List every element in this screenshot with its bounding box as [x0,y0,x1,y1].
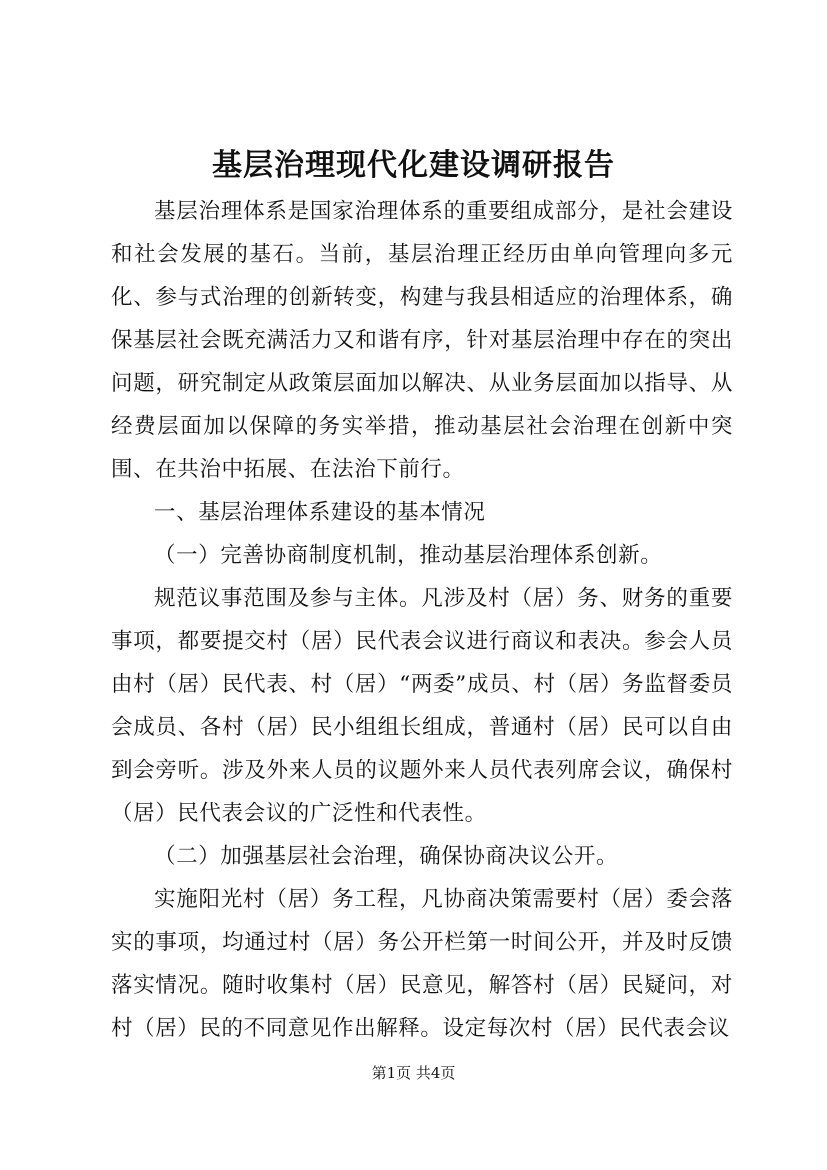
page-number-footer: 第1页 共4页 [371,1064,456,1082]
document-title: 基层治理现代化建设调研报告 [212,148,615,183]
intro-paragraph: 基层治理体系是国家治理体系的重要组成部分，是社会建设和社会发展的基石。当前，基层治理正经历由单向管理向多元化、参与式治理的创新转变，构建与我县相适应的治理体系，确保基层社会既充满活力又和谐有序，针对基层治理中存在的突出问题，研究制定从政策层面加以解决、从业务层面加以指导、从经费层面加以保障的务实举措，推动基层社会治理在创新中突围、在共治中拓展、在法治下前行。 [111,199,733,482]
subsection-heading-1: （一）完善协商制度机制，推动基层治理体系创新。 [154,543,663,568]
section-heading-1: 一、基层治理体系建设的基本情况 [154,500,486,525]
subsection-heading-2: （二）加强基层社会治理，确保协商决议公开。 [154,844,619,869]
document-body [111,190,733,1050]
body-paragraph-scope: 规范议事范围及参与主体。凡涉及村（居）务、财务的重要事项，都要提交村（居）民代表会议进行商议和表决。参会人员由村（居）民代表、村（居）“两委”成员、村（居）务监督委员会成员、各村（居）民小组组长组成，普通村（居）民可以自由到会旁听。涉及外来人员的议题外来人员代表列席会议，确保村（居）民代表会议的广泛性和代表性。 [111,586,733,826]
body-paragraph-sunshine: 实施阳光村（居）务工程，凡协商决策需要村（居）委会落实的事项，均通过村（居）务公开栏第一时间公开，并及时反馈落实情况。随时收集村（居）民意见，解答村（居）民疑问，对村（居）民的不同意见作出解释。设定每次村（居）民代表会议 [111,887,733,1041]
